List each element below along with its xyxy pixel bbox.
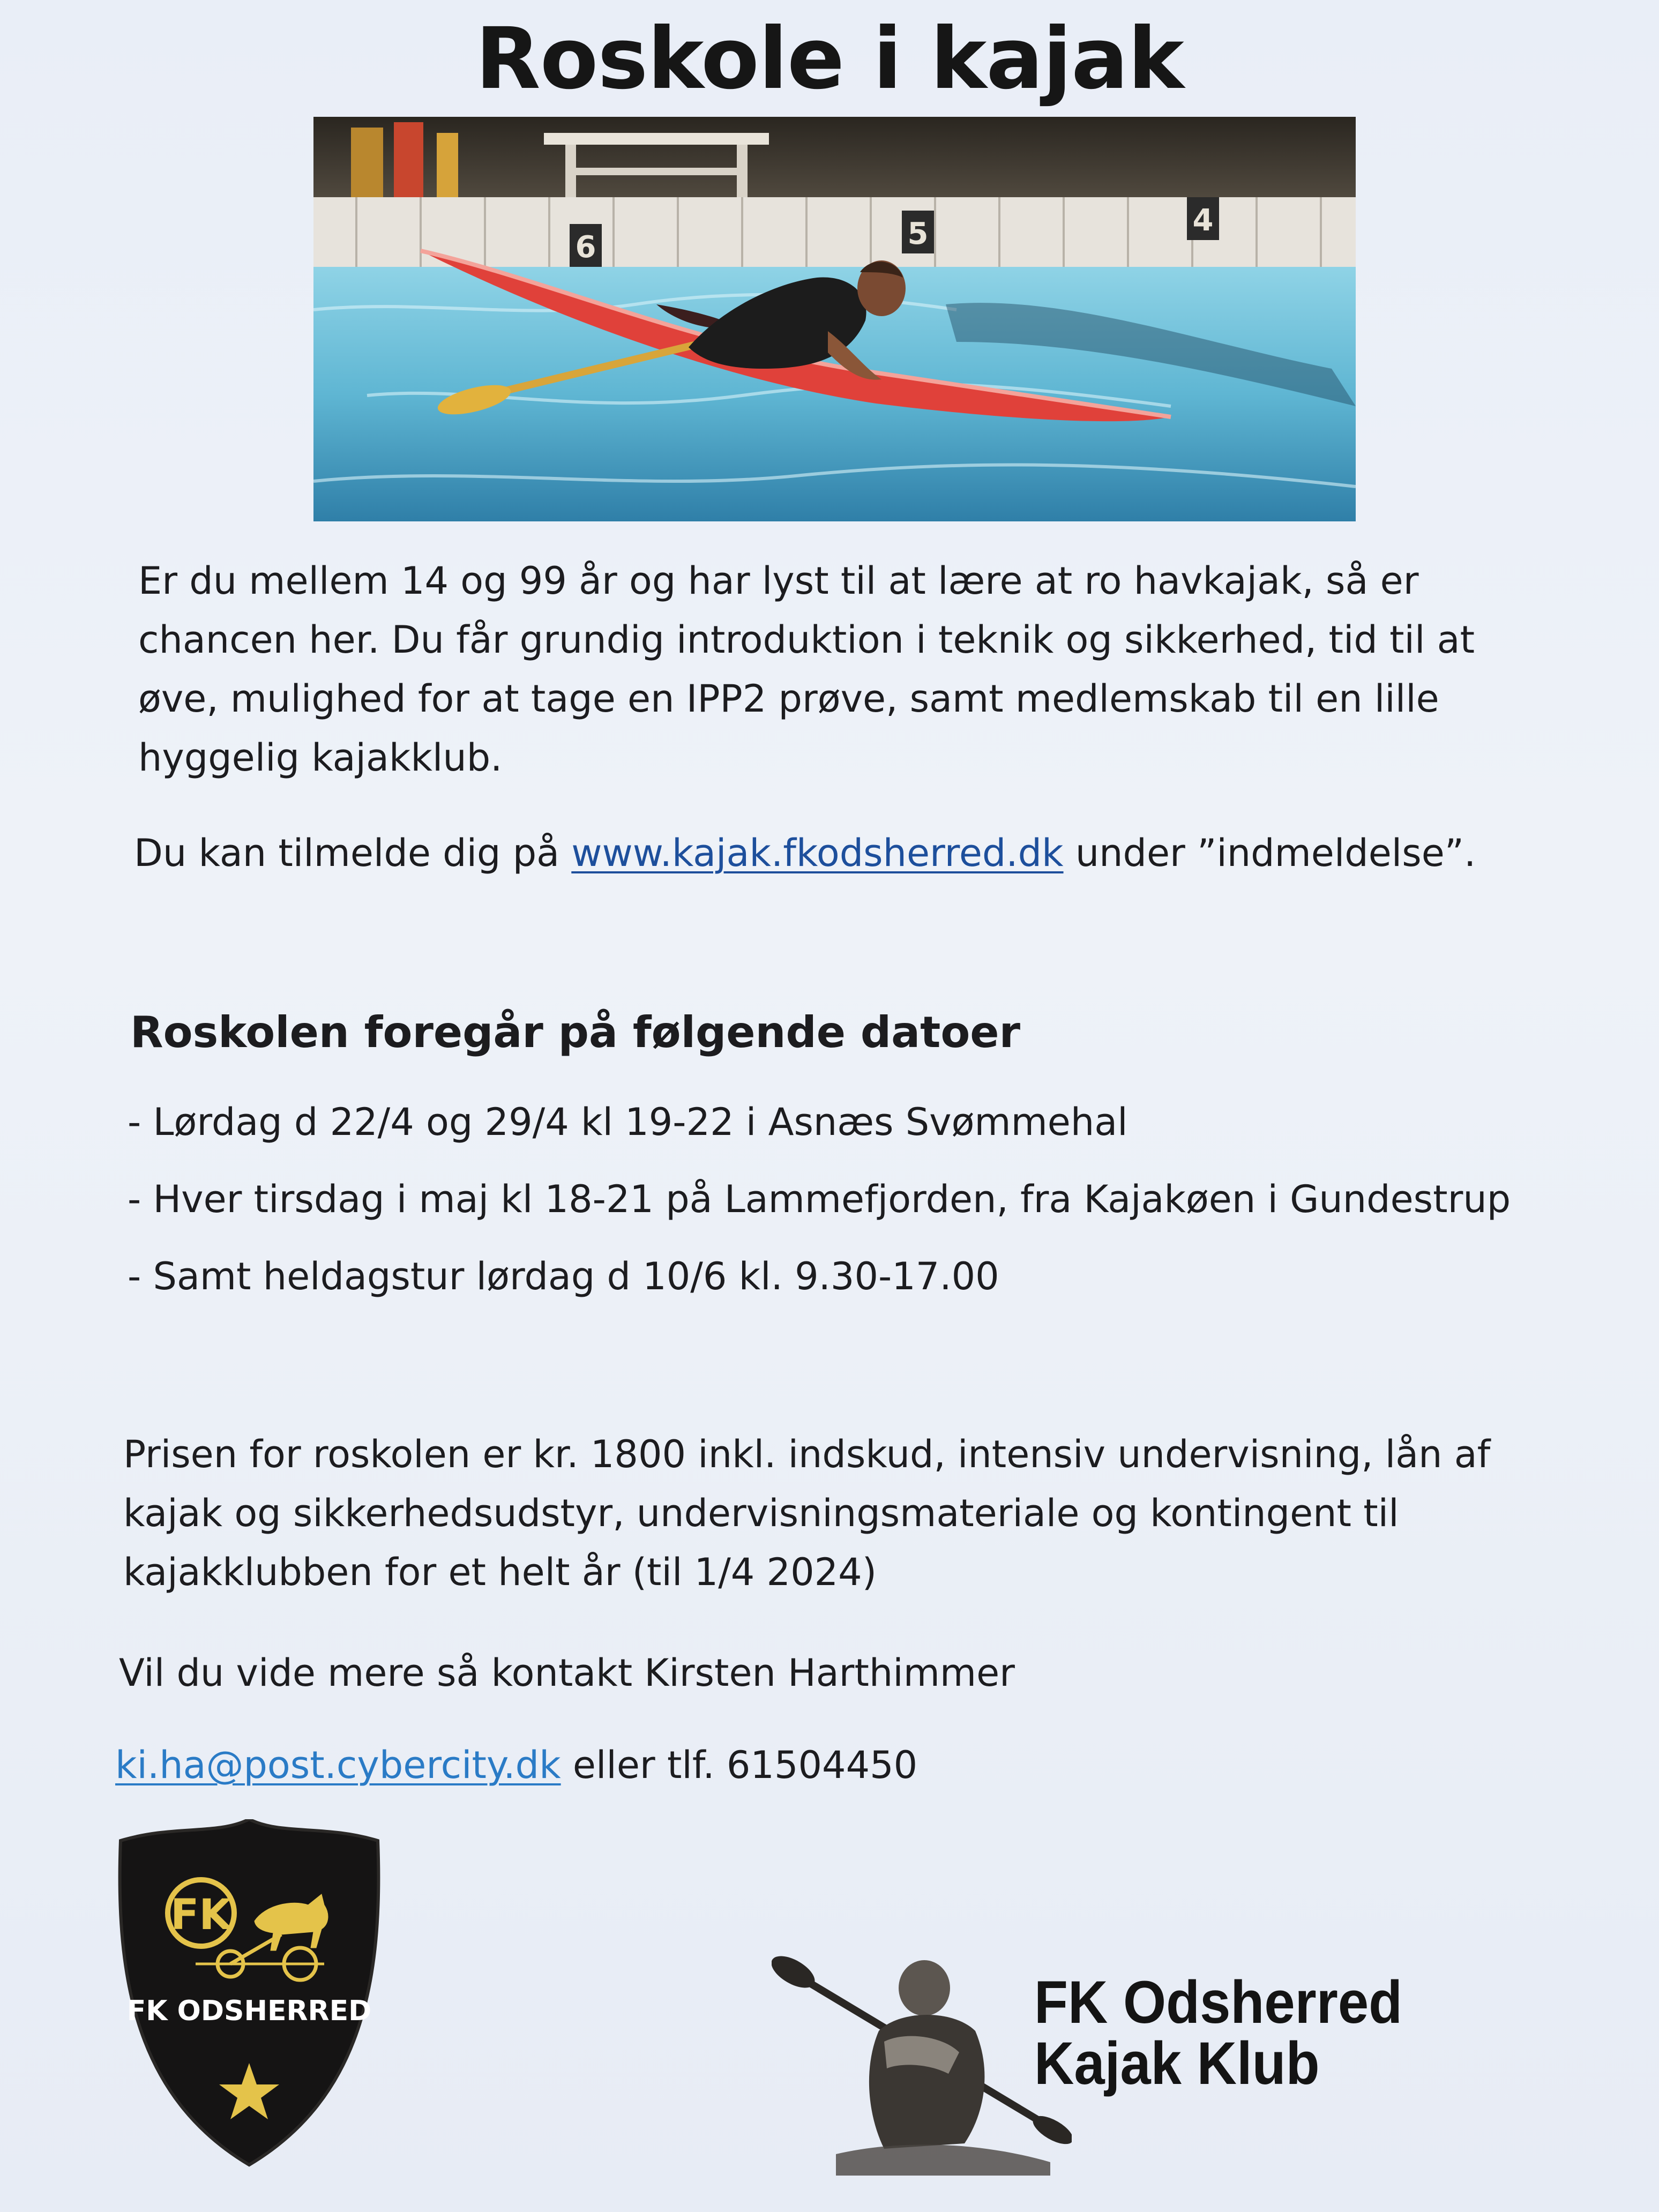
intro-paragraph: [138, 552, 1475, 788]
contact-line: [115, 1736, 917, 1795]
club-name-line: Kajak Klub: [1034, 2030, 1320, 2097]
signup-line: [134, 824, 1476, 883]
price-line: Prisen for roskolen er kr. 1800 inkl. indskud, intensiv undervisning, lån af: [123, 1432, 1491, 1476]
page-title: Roskole i kajak: [475, 10, 1184, 108]
kayaker-icon: [772, 1951, 1072, 2176]
dates-list: [128, 1093, 1511, 1325]
price-line: kajak og sikkerhedsudstyr, undervisningsmateriale og kontingent til: [123, 1491, 1399, 1535]
lane-number-5: 5: [907, 216, 929, 251]
fk-odsherred-badge: [110, 1819, 388, 2168]
phone-text: eller tlf. 61504450: [561, 1743, 918, 1787]
badge-text: FK ODSHERRED: [126, 1995, 372, 2027]
club-name-line: FK Odsherred: [1034, 1969, 1403, 2036]
kayak-pool-photo: [313, 117, 1356, 521]
date-item: - Lørdag d 22/4 og 29/4 kl 19-22 i Asnæs Svømmehal: [128, 1100, 1128, 1144]
badge-monogram: FK: [170, 1891, 231, 1939]
email-link[interactable]: ki.ha@post.cybercity.dk: [115, 1743, 561, 1787]
kayak-photo-illustration: [313, 117, 1356, 521]
signup-suffix: under ”indmeldelse”.: [1063, 831, 1476, 875]
lane-number-4: 4: [1192, 203, 1214, 238]
intro-line: chancen her. Du får grundig introduktion i teknik og sikkerhed, tid til at: [138, 617, 1475, 662]
club-name: [1034, 1969, 1403, 2097]
shield-badge-icon: [110, 1819, 388, 2168]
more-info-text: [119, 1644, 1015, 1703]
kayaker-silhouette: [772, 1951, 1072, 2176]
intro-line: øve, mulighed for at tage en IPP2 prøve, samt medlemskab til en lille: [138, 676, 1439, 721]
intro-line: Er du mellem 14 og 99 år og har lyst til at lære at ro havkajak, så er: [138, 559, 1419, 603]
dates-heading: Roskolen foregår på følgende datoer: [130, 1007, 1021, 1057]
lane-number-6: 6: [575, 230, 596, 265]
price-line: kajakklubben for et helt år (til 1/4 2024): [123, 1550, 877, 1594]
club-website-link[interactable]: www.kajak.fkodsherred.dk: [571, 831, 1064, 875]
date-item: - Hver tirsdag i maj kl 18-21 på Lammefjorden, fra Kajakøen i Gundestrup: [128, 1177, 1511, 1221]
price-paragraph: [123, 1425, 1490, 1602]
intro-line: hyggelig kajakklub.: [138, 735, 503, 780]
date-item: - Samt heldagstur lørdag d 10/6 kl. 9.30-17.00: [128, 1254, 999, 1298]
more-info-line: Vil du vide mere så kontakt Kirsten Harthimmer: [119, 1651, 1015, 1695]
signup-prefix: Du kan tilmelde dig på: [134, 831, 572, 875]
